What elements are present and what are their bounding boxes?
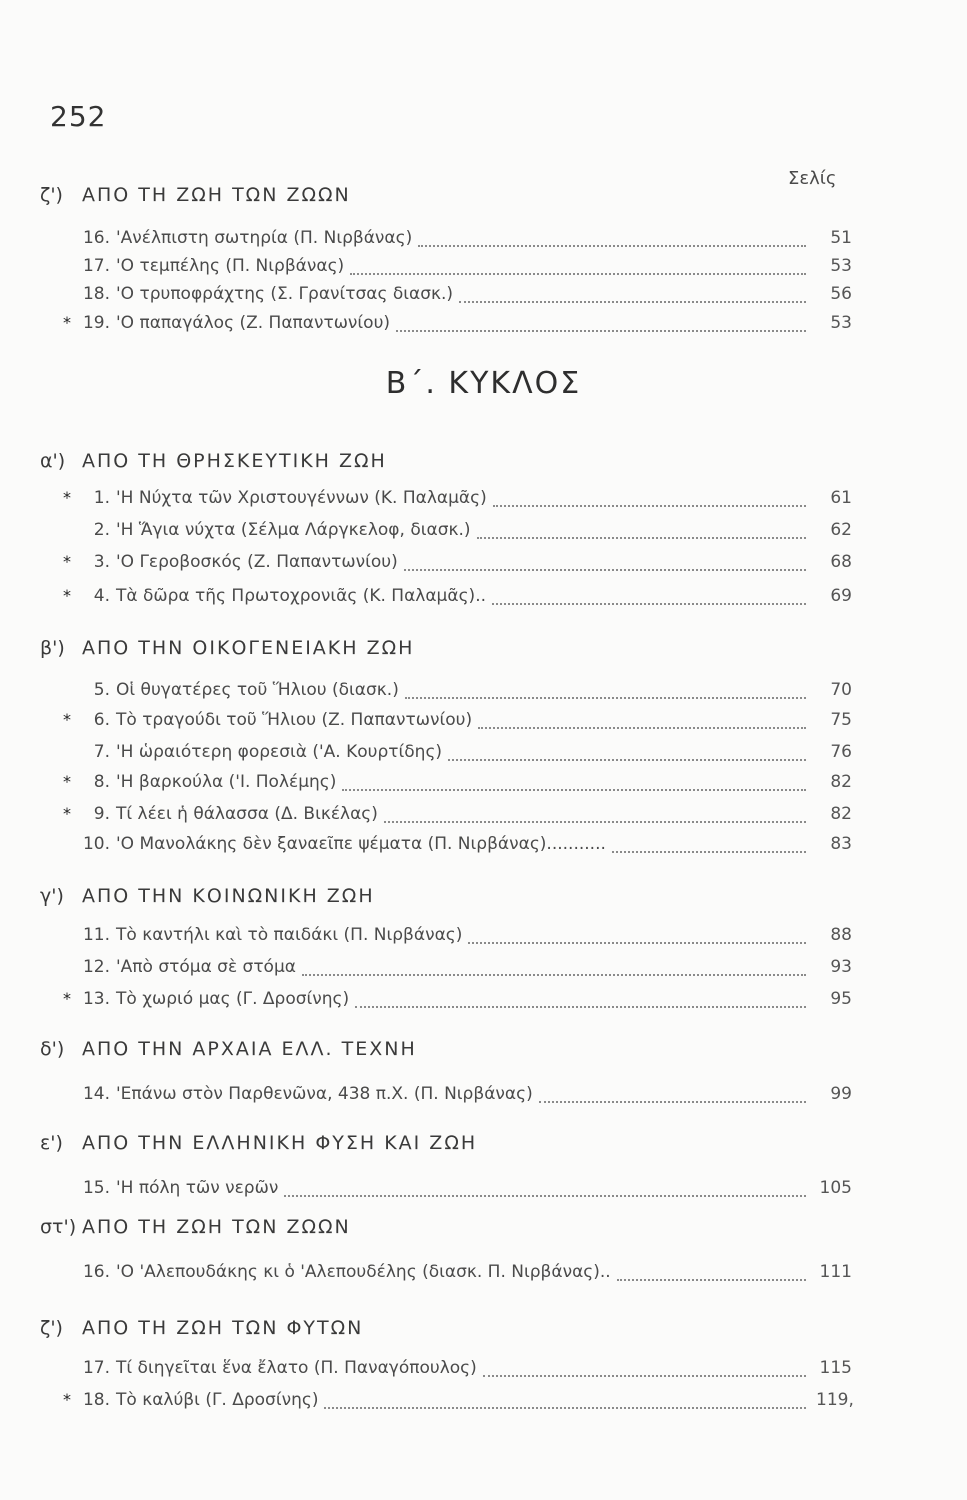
entry-number: 5.	[93, 680, 110, 700]
section-letter: α')	[40, 450, 66, 472]
entry-star-marker: *	[63, 313, 71, 332]
entry-title: Τὸ καντήλι καὶ τὸ παιδάκι (Π. Νιρβάνας)	[116, 925, 463, 945]
entry-title: Τὸ καλύβι (Γ. Δροσίνης)	[116, 1390, 319, 1410]
section-heading	[40, 637, 414, 659]
toc-entry	[52, 1178, 852, 1204]
section-heading	[40, 1216, 351, 1238]
toc-entry	[52, 742, 852, 768]
section-title: ΑΠΟ ΤΗΝ ΕΛΛΗΝΙΚΗ ΦΥΣΗ ΚΑΙ ΖΩΗ	[82, 1132, 478, 1154]
toc-entry	[52, 710, 852, 736]
dot-leader	[384, 821, 806, 823]
entry-page-number: 82	[830, 804, 852, 824]
entry-number: 15.	[82, 1178, 110, 1198]
toc-entry	[52, 804, 852, 830]
dot-leader	[284, 1195, 806, 1197]
entry-number: 9.	[93, 804, 110, 824]
entry-page-number: 115	[819, 1358, 852, 1378]
entry-title: 'Η πόλη τῶν νερῶν	[116, 1178, 279, 1198]
section-heading	[40, 1317, 363, 1339]
entry-title: 'Ο τρυποφράχτης (Σ. Γρανίτσας διασκ.)	[116, 284, 454, 304]
entry-title: Τί λέει ἡ θάλασσα (Δ. Βικέλας)	[116, 804, 378, 824]
toc-entry	[52, 989, 852, 1015]
section-title: ΑΠΟ ΤΗ ΖΩΗ ΤΩΝ ΖΩΩΝ	[82, 184, 351, 206]
section-heading	[40, 1132, 477, 1154]
entry-number: 13.	[82, 989, 110, 1009]
entry-page-number: 119,	[816, 1390, 854, 1410]
entry-star-marker: *	[63, 552, 71, 571]
entry-number: 17.	[82, 1358, 110, 1378]
page-number: 252	[50, 100, 107, 133]
toc-entry	[52, 925, 852, 951]
entry-title: 'Ο τεμπέλης (Π. Νιρβάνας)	[116, 256, 345, 276]
entry-page-number: 93	[830, 957, 852, 977]
entry-page-number: 105	[819, 1178, 852, 1198]
entry-title: Οἱ θυγατέρες τοῦ Ἥλιου (διασκ.)	[116, 680, 399, 700]
section-letter: β')	[40, 637, 65, 659]
section-title: ΑΠΟ ΤΗΝ ΑΡΧΑΙΑ ΕΛΛ. ΤΕΧΝΗ	[82, 1038, 417, 1060]
entry-title: Τὸ τραγούδι τοῦ Ἥλιου (Ζ. Παπαντωνίου)	[116, 710, 473, 730]
toc-entry	[52, 1390, 852, 1416]
toc-entry	[52, 520, 852, 546]
toc-entry	[52, 834, 852, 860]
entry-page-number: 51	[830, 228, 852, 248]
section-heading	[40, 885, 375, 907]
entry-page-number: 70	[830, 680, 852, 700]
entry-title: 'Ο 'Αλεπουδάκης κι ὁ 'Αλεπουδέλης (διασκ. Π. Νιρβάνας)..	[116, 1262, 611, 1282]
entry-title: 'Ο Μανολάκης δὲν ξαναεῖπε ψέματα (Π. Νιρβάνας)...........	[116, 834, 606, 854]
entry-page-number: 88	[830, 925, 852, 945]
toc-entry	[52, 1262, 852, 1288]
dot-leader	[448, 759, 806, 761]
section-heading	[40, 1038, 417, 1060]
toc-entry	[52, 284, 852, 310]
entry-number: 1.	[93, 488, 110, 508]
entry-number: 10.	[82, 834, 110, 854]
dot-leader	[539, 1101, 806, 1103]
entry-star-marker: *	[63, 586, 71, 605]
entry-star-marker: *	[63, 488, 71, 507]
section-title: ΑΠΟ ΤΗ ΖΩΗ ΤΩΝ ΦΥΤΩΝ	[82, 1317, 364, 1339]
dot-leader	[324, 1407, 806, 1409]
dot-leader	[483, 1375, 806, 1377]
toc-entry	[52, 1084, 852, 1110]
section-title: ΑΠΟ ΤΗΝ ΚΟΙΝΩΝΙΚΗ ΖΩΗ	[82, 885, 375, 907]
entry-page-number: 69	[830, 586, 852, 606]
dot-leader	[350, 273, 806, 275]
section-letter: ζ')	[40, 1317, 63, 1339]
entry-page-number: 53	[830, 313, 852, 333]
entry-title: 'Επάνω στὸν Παρθενῶνα, 438 π.Χ. (Π. Νιρβάνας)	[116, 1084, 533, 1104]
entry-title: 'Ο Γεροβοσκός (Ζ. Παπαντωνίου)	[116, 552, 398, 572]
section-letter: ε')	[40, 1132, 63, 1154]
dot-leader	[493, 505, 806, 507]
entry-title: 'Ανέλπιστη σωτηρία (Π. Νιρβάνας)	[116, 228, 413, 248]
toc-entry	[52, 228, 852, 254]
section-letter: στ')	[40, 1216, 77, 1238]
section-letter: ζ')	[40, 184, 63, 206]
entry-number: 11.	[82, 925, 110, 945]
section-heading	[40, 184, 351, 206]
toc-entry	[52, 1358, 852, 1384]
entry-page-number: 61	[830, 488, 852, 508]
entry-title: 'Ο παπαγάλος (Ζ. Παπαντωνίου)	[116, 313, 391, 333]
section-letter: γ')	[40, 885, 64, 907]
entry-page-number: 53	[830, 256, 852, 276]
entry-page-number: 75	[830, 710, 852, 730]
dot-leader	[468, 942, 806, 944]
section-title: ΑΠΟ ΤΗ ΘΡΗΣΚΕΥΤΙΚΗ ΖΩΗ	[82, 450, 387, 472]
entry-number: 17.	[82, 256, 110, 276]
entry-title: 'Η Νύχτα τῶν Χριστουγέννων (Κ. Παλαμᾶς)	[116, 488, 487, 508]
entry-title: Τὰ δῶρα τῆς Πρωτοχρονιᾶς (Κ. Παλαμᾶς)..	[116, 586, 486, 606]
entry-number: 8.	[93, 772, 110, 792]
toc-entry	[52, 586, 852, 612]
entry-title: 'Η Ἅγια νύχτα (Σέλμα Λάργκελοφ, διασκ.)	[116, 520, 471, 540]
dot-leader	[459, 301, 806, 303]
entry-number: 16.	[82, 1262, 110, 1282]
entry-number: 3.	[93, 552, 110, 572]
page-column-header: Σελίς	[788, 168, 837, 189]
cycle-title: Β΄. ΚΥΚΛΟΣ	[385, 366, 582, 401]
entry-number: 12.	[82, 957, 110, 977]
entry-page-number: 76	[830, 742, 852, 762]
entry-number: 16.	[82, 228, 110, 248]
dot-leader	[405, 697, 806, 699]
entry-star-marker: *	[63, 710, 71, 729]
section-title: ΑΠΟ ΤΗ ΖΩΗ ΤΩΝ ΖΩΩΝ	[82, 1216, 351, 1238]
dot-leader	[612, 851, 806, 853]
dot-leader	[478, 727, 806, 729]
dot-leader	[302, 974, 806, 976]
entry-number: 7.	[93, 742, 110, 762]
entry-star-marker: *	[63, 804, 71, 823]
entry-number: 4.	[93, 586, 110, 606]
entry-title: Τί διηγεῖται ἕνα ἔλατο (Π. Παναγόπουλος)	[116, 1358, 477, 1378]
dot-leader	[477, 537, 806, 539]
toc-entry	[52, 488, 852, 514]
dot-leader	[342, 789, 806, 791]
section-heading	[40, 450, 387, 472]
toc-entry	[52, 313, 852, 339]
entry-page-number: 111	[819, 1262, 852, 1282]
entry-star-marker: *	[63, 989, 71, 1008]
entry-number: 19.	[82, 313, 110, 333]
dot-leader	[396, 330, 806, 332]
toc-entry	[52, 680, 852, 706]
toc-entry	[52, 552, 852, 578]
dot-leader	[617, 1279, 806, 1281]
dot-leader	[355, 1006, 806, 1008]
toc-entry	[52, 772, 852, 798]
section-letter: δ')	[40, 1038, 65, 1060]
entry-number: 6.	[93, 710, 110, 730]
entry-star-marker: *	[63, 772, 71, 791]
entry-title: Τὸ χωριό μας (Γ. Δροσίνης)	[116, 989, 350, 1009]
entry-title: 'Η ὡραιότερη φορεσιὰ ('Α. Κουρτίδης)	[116, 742, 443, 762]
entry-number: 18.	[82, 284, 110, 304]
entry-title: 'Απὸ στόμα σὲ στόμα	[116, 957, 296, 977]
dot-leader	[404, 569, 806, 571]
entry-page-number: 62	[830, 520, 852, 540]
toc-entry	[52, 957, 852, 983]
entry-title: 'Η βαρκούλα ('Ι. Πολέμης)	[116, 772, 337, 792]
entry-number: 18.	[82, 1390, 110, 1410]
entry-page-number: 68	[830, 552, 852, 572]
entry-page-number: 83	[830, 834, 852, 854]
entry-page-number: 95	[830, 989, 852, 1009]
entry-number: 2.	[93, 520, 110, 540]
entry-page-number: 82	[830, 772, 852, 792]
toc-entry	[52, 256, 852, 282]
entry-page-number: 56	[830, 284, 852, 304]
entry-star-marker: *	[63, 1390, 71, 1409]
entry-number: 14.	[82, 1084, 110, 1104]
entry-page-number: 99	[830, 1084, 852, 1104]
dot-leader	[492, 603, 806, 605]
section-title: ΑΠΟ ΤΗΝ ΟΙΚΟΓΕΝΕΙΑΚΗ ΖΩΗ	[82, 637, 415, 659]
dot-leader	[418, 245, 806, 247]
